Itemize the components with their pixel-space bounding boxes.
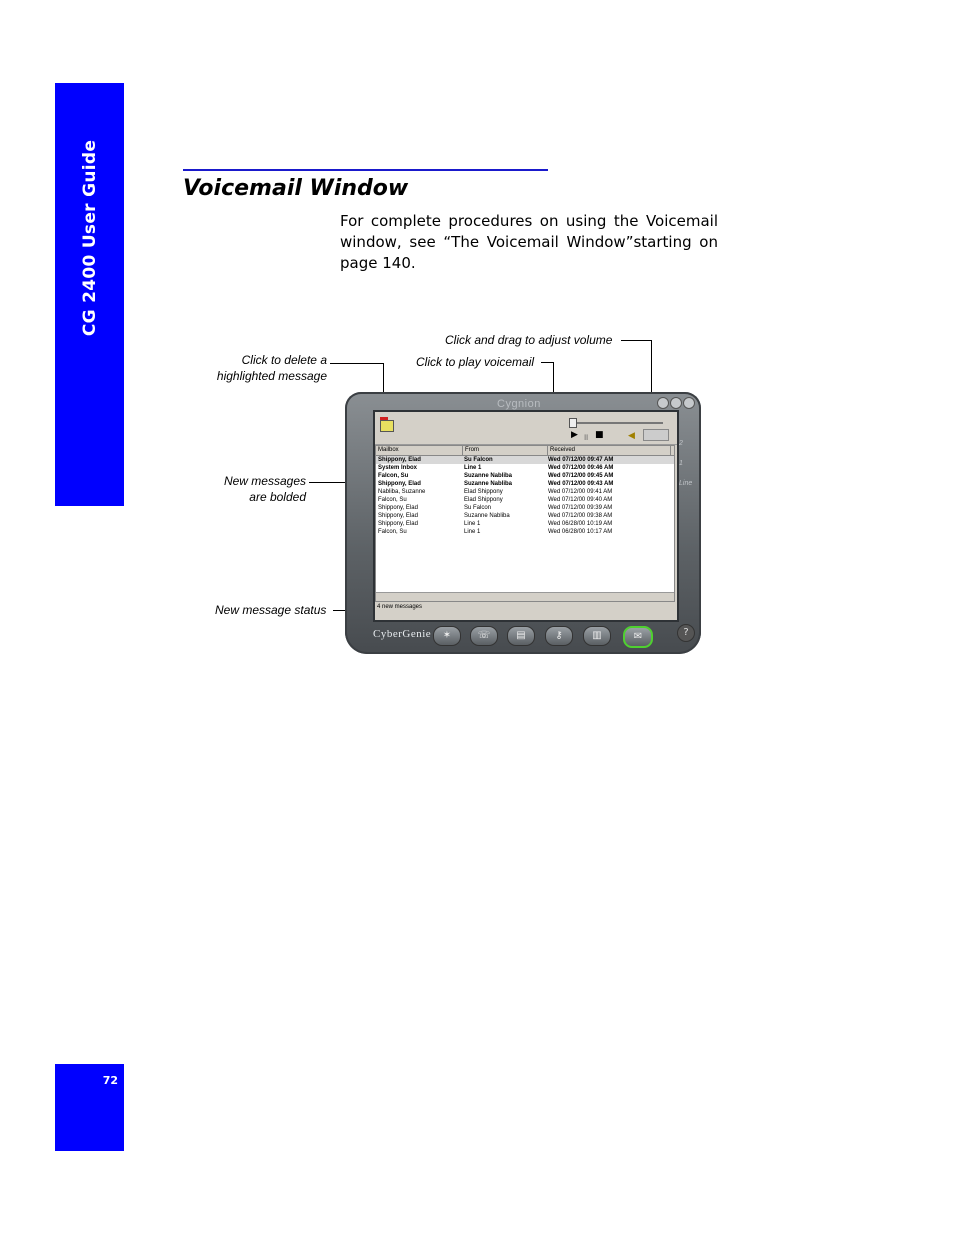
sidebar-title-wrap: [55, 83, 124, 506]
minimize-button[interactable]: [657, 397, 669, 409]
section-rule: [183, 169, 548, 171]
cell-mailbox: Nabliba, Suzanne: [378, 489, 426, 495]
help-icon[interactable]: ?: [677, 624, 695, 642]
cell-mailbox: Shippony, Elad: [378, 505, 418, 511]
key-icon[interactable]: ⚷: [545, 626, 573, 646]
cell-mailbox: Falcon, Su: [378, 529, 407, 535]
cell-received: Wed 07/12/00 09:46 AM: [548, 465, 614, 471]
table-row[interactable]: [376, 504, 674, 512]
line-selector: [679, 440, 699, 500]
callout-delete-line2: highlighted message: [216, 369, 327, 383]
section-heading: Voicemail Window: [183, 176, 409, 201]
bottom-toolbar: [345, 620, 701, 654]
cell-received: Wed 07/12/00 09:41 AM: [548, 489, 613, 495]
line-1-number[interactable]: 1: [679, 460, 683, 467]
delete-message-icon[interactable]: [380, 420, 394, 432]
sidebar-tab: [55, 83, 124, 506]
table-row[interactable]: [376, 456, 674, 464]
voicemail-icon[interactable]: ✉: [623, 626, 653, 648]
table-row[interactable]: [376, 512, 674, 520]
voicemail-screen: [373, 410, 679, 622]
table-row[interactable]: [376, 472, 674, 480]
column-from[interactable]: From: [463, 446, 548, 455]
play-icon[interactable]: ▶: [571, 430, 578, 440]
cell-from: Line 1: [464, 465, 482, 471]
cell-mailbox: Shippony, Elad: [378, 521, 418, 527]
column-mailbox[interactable]: Mailbox: [376, 446, 463, 455]
list-header: [376, 446, 674, 456]
cell-mailbox: Shippony, Elad: [378, 457, 421, 463]
cell-mailbox: Shippony, Elad: [378, 513, 418, 519]
line-2-number[interactable]: 2: [679, 440, 683, 447]
table-row[interactable]: [376, 488, 674, 496]
pause-icon[interactable]: ॥: [583, 433, 589, 443]
page-number: 72: [102, 1074, 118, 1087]
cell-from: Su Falcon: [464, 505, 492, 511]
table-row[interactable]: [376, 480, 674, 488]
cell-received: Wed 07/12/00 09:45 AM: [548, 473, 614, 479]
playback-thumb[interactable]: [569, 418, 577, 428]
callout-bold-line2: are bolded: [249, 490, 306, 504]
cell-from: Elad Shippony: [464, 497, 503, 503]
maximize-button[interactable]: [670, 397, 682, 409]
cell-mailbox: System Inbox: [378, 465, 418, 471]
cybergenie-logo: CyberGenie: [373, 628, 432, 640]
leader-play-h: [541, 362, 553, 363]
cell-from: Elad Shippony: [464, 489, 503, 495]
address-book-icon[interactable]: ▤: [507, 626, 535, 646]
cell-received: Wed 07/12/00 09:39 AM: [548, 505, 613, 511]
callout-bold: [206, 473, 306, 505]
cell-received: Wed 07/12/00 09:47 AM: [548, 457, 614, 463]
cell-from: Suzanne Nabliba: [464, 481, 513, 487]
cell-from: Line 1: [464, 529, 481, 535]
cell-from: Line 1: [464, 521, 481, 527]
callout-delete: [212, 352, 327, 384]
wand-icon[interactable]: ✶: [433, 626, 461, 646]
cell-received: Wed 07/12/00 09:40 AM: [548, 497, 613, 503]
table-row[interactable]: [376, 528, 674, 536]
voicemail-device: [345, 392, 701, 654]
brand-label: Cygnion: [497, 398, 541, 410]
cell-mailbox: Falcon, Su: [378, 473, 409, 479]
stop-icon[interactable]: ■: [595, 430, 604, 440]
table-row[interactable]: [376, 520, 674, 528]
callout-status: New message status: [215, 603, 327, 617]
cell-from: Suzanne Nabliba: [464, 513, 510, 519]
section-body: For complete procedures on using the Voicemail window, see “The Voicemail Window”starting on page 140.: [340, 212, 718, 272]
status-bar: 4 new messages: [377, 604, 423, 610]
cell-received: Wed 07/12/00 09:38 AM: [548, 513, 613, 519]
cell-received: Wed 06/28/00 10:17 AM: [548, 529, 613, 535]
cell-mailbox: Falcon, Su: [378, 497, 407, 503]
speaker-icon: ◀: [628, 431, 635, 441]
list-rows: [376, 456, 674, 536]
sidebar-title: CG 2400 User Guide: [79, 139, 100, 337]
callout-bold-line1: New messages: [223, 474, 306, 488]
leader-delete-h: [330, 363, 383, 364]
horizontal-scrollbar[interactable]: [376, 592, 674, 601]
cell-from: Suzanne Nabliba: [464, 473, 513, 479]
cell-received: Wed 07/12/00 09:43 AM: [548, 481, 614, 487]
callout-volume: Click and drag to adjust volume: [445, 333, 613, 347]
column-received[interactable]: Received: [548, 446, 671, 455]
leader-volume-h: [621, 340, 652, 341]
phone-icon[interactable]: ☏: [470, 626, 498, 646]
clipboard-icon[interactable]: ▥: [583, 626, 611, 646]
playback-track[interactable]: [571, 422, 663, 424]
table-row[interactable]: [376, 496, 674, 504]
volume-slider[interactable]: [643, 429, 669, 441]
message-list: [375, 445, 675, 602]
toolbar: [375, 412, 677, 445]
callout-play: Click to play voicemail: [416, 355, 535, 369]
cell-mailbox: Shippony, Elad: [378, 481, 421, 487]
cell-received: Wed 06/28/00 10:19 AM: [548, 521, 613, 527]
table-row[interactable]: [376, 464, 674, 472]
close-button[interactable]: [683, 397, 695, 409]
line-label: Line: [679, 480, 693, 487]
callout-delete-line1: Click to delete a: [241, 353, 327, 367]
page-number-tab: [55, 1064, 124, 1151]
cell-from: Su Falcon: [464, 457, 493, 463]
